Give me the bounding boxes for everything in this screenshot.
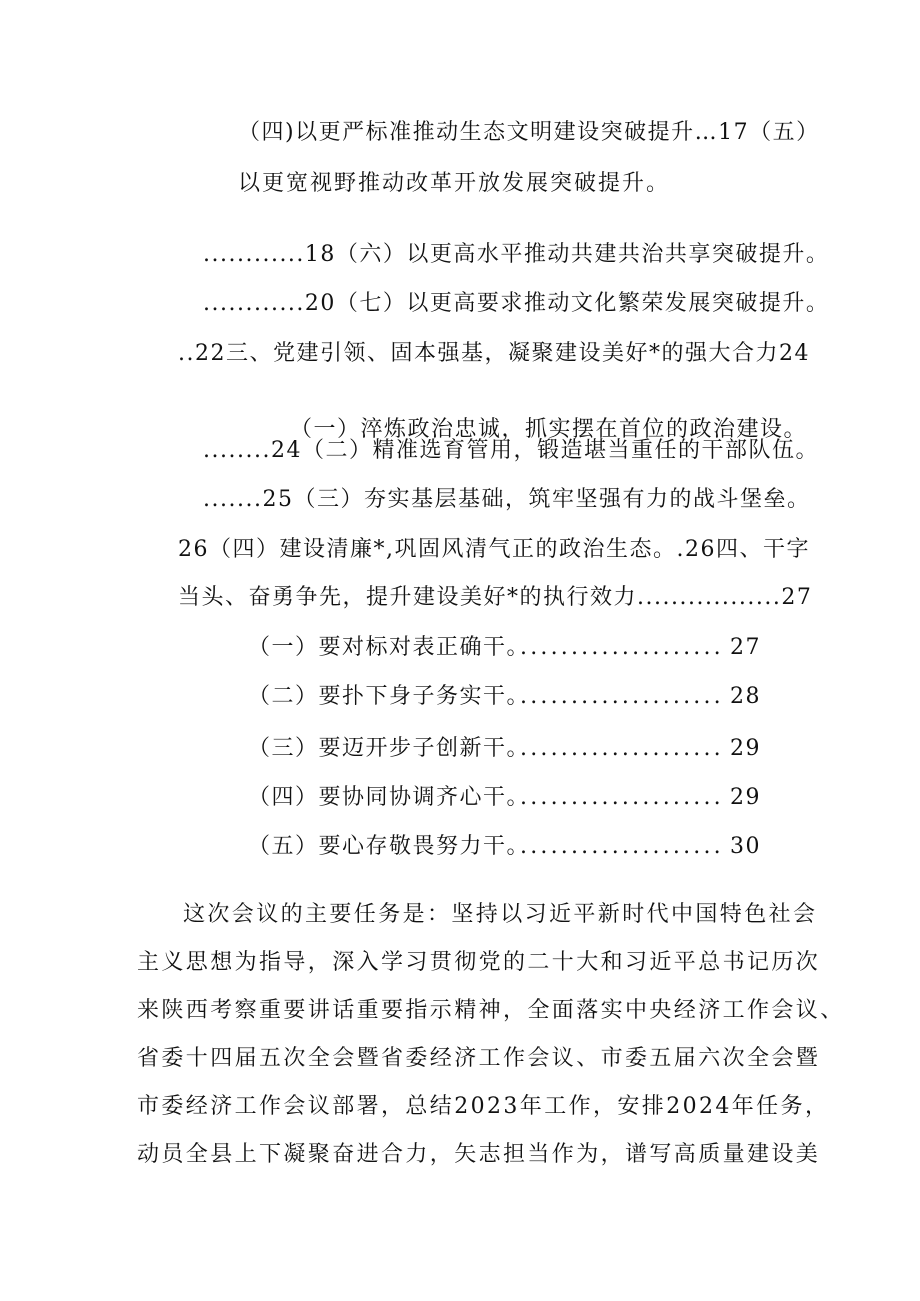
toc-entry-page: 27: [730, 635, 761, 660]
toc-line: ............20（七）以更高要求推动文化繁荣发展突破提升。: [203, 291, 830, 316]
toc-entry-page: 29: [730, 736, 761, 761]
toc-line: ..22三、党建引领、固本强基，凝聚建设美好*的强大合力24: [178, 341, 810, 366]
toc-entry-label: （五）要心存敬畏努力干。: [248, 834, 531, 859]
toc-entry: [248, 682, 761, 712]
toc-line: 当头、奋勇争先，提升建设美好*的执行效力.................27: [178, 585, 813, 610]
toc-entry-leader: ....................: [520, 736, 724, 761]
toc-entry: [248, 783, 761, 813]
toc-entry-label: （一）要对标对表正确干。: [248, 635, 531, 660]
toc-entry-page: 30: [730, 834, 761, 859]
toc-entry-page: 28: [730, 684, 761, 709]
toc-entry: [248, 734, 761, 764]
toc-line: 以更宽视野推动改革开放发展突破提升。: [238, 171, 671, 196]
toc-entry-label: （四）要协同协调齐心干。: [248, 785, 531, 810]
toc-entry-leader: ....................: [520, 635, 724, 660]
toc-entry-label: （二）要扑下身子务实干。: [248, 684, 531, 709]
toc-entry-page: 29: [730, 785, 761, 810]
body-text-line: 这次会议的主要任务是：坚持以习近平新时代中国特色社会: [183, 902, 818, 927]
toc-line: .......25（三）夯实基层基础，筑牢坚强有力的战斗堡垒。: [203, 487, 811, 512]
body-text-line: 省委十四届五次全会暨省委经济工作会议、市委五届六次全会暨: [137, 1046, 821, 1071]
toc-line: （一）淬炼政治忠诚，抓实摆在首位的政治建设。: [290, 417, 808, 442]
toc-entry: [248, 633, 761, 663]
body-text-line: 主义思想为指导，深入学习贯彻党的二十大和习近平总书记历次: [137, 950, 821, 975]
toc-entry-leader: ....................: [520, 834, 724, 859]
toc-entry-leader: ....................: [520, 684, 724, 709]
body-text-line: 动员全县上下凝聚奋进合力，矢志担当作为，谱写高质量建设美: [137, 1142, 821, 1167]
toc-line: （四)以更严标准推动生态文明建设突破提升…17（五）: [238, 120, 820, 145]
body-text-line: 市委经济工作会议部署，总结2023年工作，安排2024年任务，: [137, 1094, 830, 1119]
body-text-line: 来陕西考察重要讲话重要指示精神，全面落实中央经济工作会议、: [137, 998, 845, 1023]
toc-line: 26（四）建设清廉*,巩固风清气正的政治生态。.26四、干字: [178, 537, 810, 562]
toc-entry-leader: ....................: [520, 785, 724, 810]
toc-entry: [248, 832, 761, 862]
toc-entry-label: （三）要迈开步子创新干。: [248, 736, 531, 761]
toc-line: ........24（二）精准选育管用，锻造堪当重任的干部队伍。: [203, 438, 819, 463]
toc-line: ............18（六）以更高水平推动共建共治共享突破提升。: [203, 242, 830, 267]
